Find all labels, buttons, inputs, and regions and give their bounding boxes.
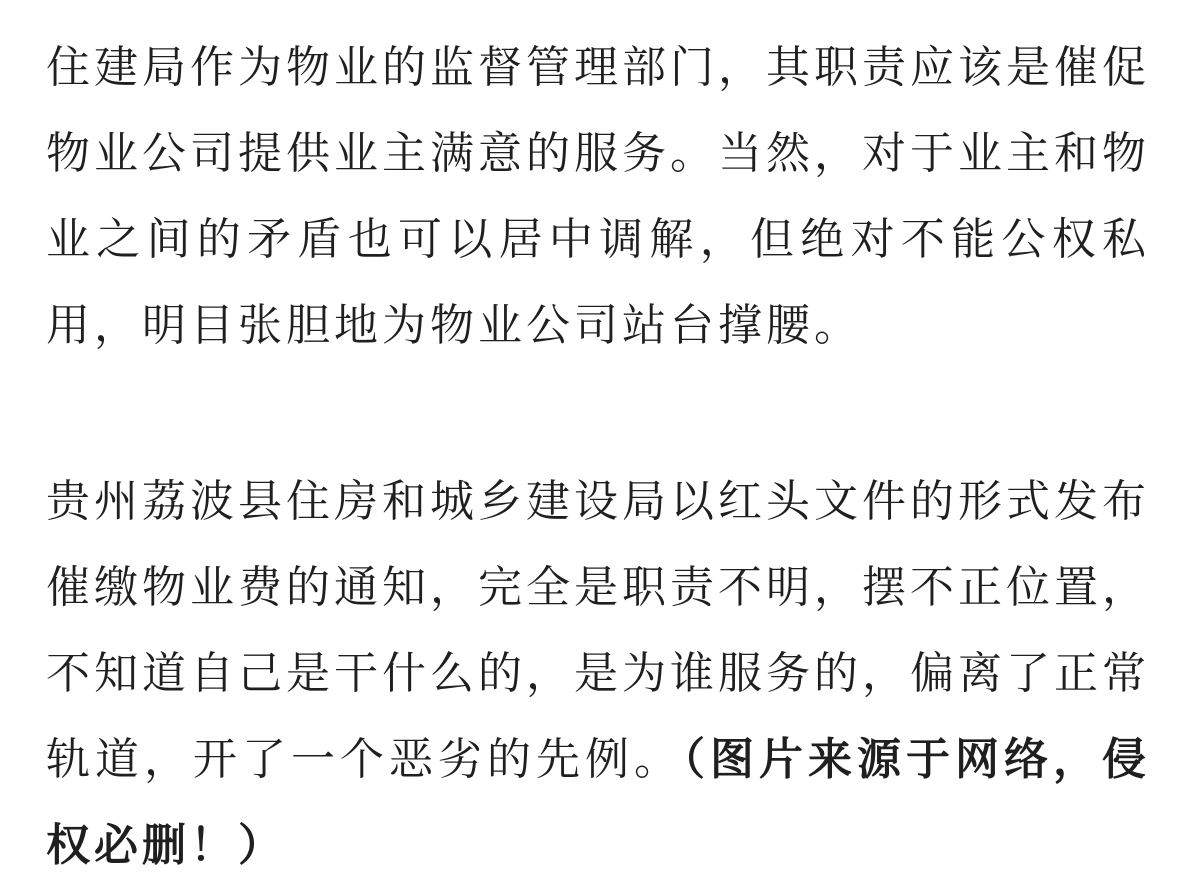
paragraph-1-text: 住建局作为物业的监督管理部门，其职责应该是催促物业公司提供业主满意的服务。当然，对于业主和物业之间的矛盾也可以居中调解，但绝对不能公权私用，明目张胆地为物业公司站台撑腰。 xyxy=(46,43,1150,350)
paragraph-2-text: 贵州荔波县住房和城乡建设局以红头文件的形式发布催缴物业费的通知，完全是职责不明，摆不正位置，不知道自己是干什么的，是为谁服务的，偏离了正常轨道，开了一个恶劣的先例。 xyxy=(46,477,1150,784)
paragraph-1 xyxy=(46,25,1150,369)
paragraph-2 xyxy=(46,459,1150,889)
image-source-disclaimer: （图片来源于网络，侵权必删！） xyxy=(46,735,1150,870)
